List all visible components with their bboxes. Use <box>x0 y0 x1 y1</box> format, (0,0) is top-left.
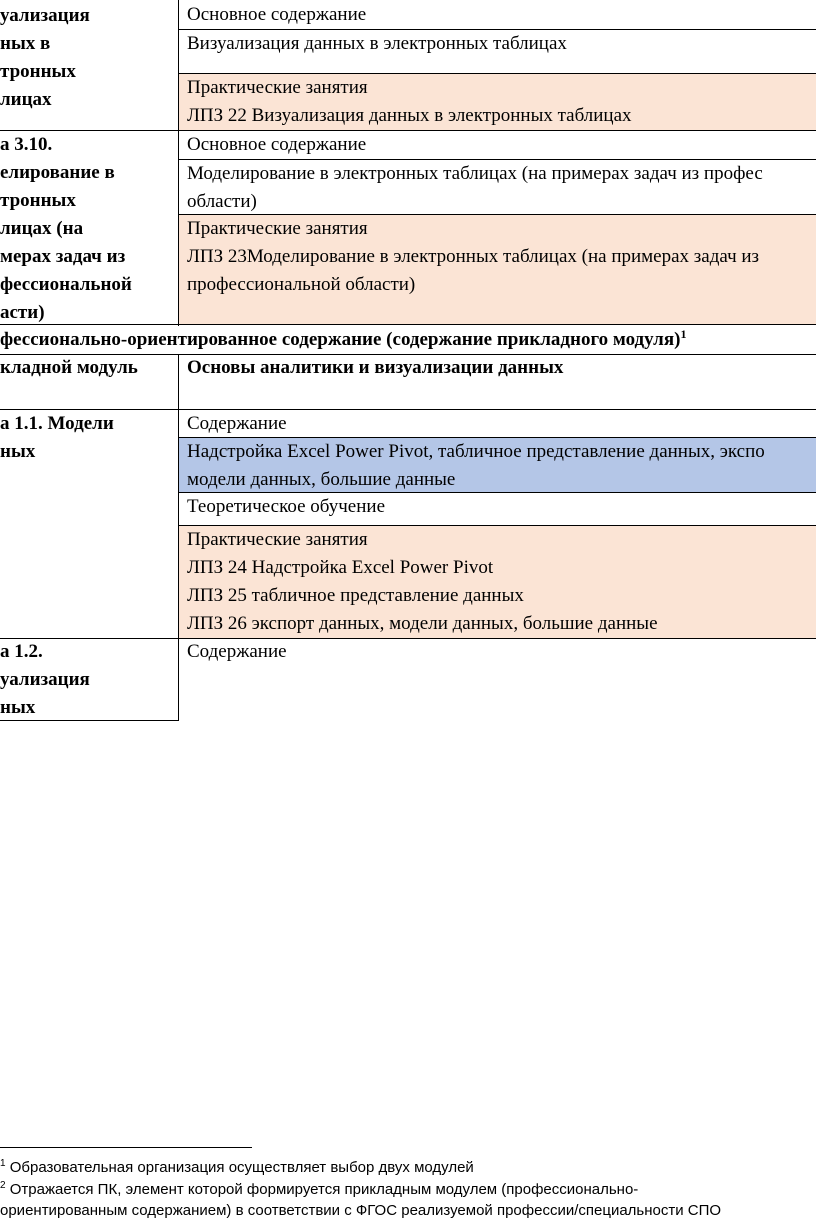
table-border <box>179 437 816 438</box>
module-label: кладной модуль <box>0 357 138 378</box>
topic-1-1-theory: Теоретическое обучение <box>187 496 385 517</box>
table-border <box>179 159 816 160</box>
topic-1-2-title: а 1.2. уализация ных <box>0 641 90 718</box>
footnote-separator <box>0 1147 252 1148</box>
row2-description: Моделирование в электронных таблицах (на примерах задач из профес области) <box>187 163 763 212</box>
table-border <box>0 324 816 325</box>
topic-1-1-highlight: Надстройка Excel Power Pivot, табличное представление данных, экспо модели данных, большие данные <box>179 438 816 492</box>
topic-1-2-content-label: Содержание <box>187 641 287 662</box>
table-border <box>179 73 816 74</box>
topic-3-10-title: а 3.10. елирование в тронных лицах (на мерах задач из фессиональной асти) <box>0 134 132 323</box>
row2-main-content: Основное содержание <box>187 134 367 155</box>
table-border <box>0 638 816 639</box>
row1-practice: Практические занятия ЛПЗ 22 Визуализация данных в электронных таблицах <box>179 74 816 130</box>
topic-1-1-content-label: Содержание <box>187 413 287 434</box>
table-border <box>179 525 816 526</box>
table-border <box>179 214 816 215</box>
table-border <box>0 720 179 721</box>
table-border <box>0 354 816 355</box>
footnote-1: $^1$ Образовательная организация осуществляет выбор двух модулей <box>0 1158 474 1176</box>
topic-1-1-practice: Практические занятия ЛПЗ 24 Надстройка Excel Power Pivot ЛПЗ 25 табличное представление данных ЛПЗ 26 экспорт данных, модели данных, большие данные <box>179 526 816 638</box>
topic-3-9-title: уализация ных в тронных лицах <box>0 5 90 110</box>
table-border <box>0 409 816 410</box>
row1-main-content: Основное содержание <box>187 4 367 25</box>
section-heading: фессионально-ориентированное содержание (содержание прикладного модуля)$^1$ <box>0 327 687 350</box>
topic-1-1-title: а 1.1. Модели ных <box>0 413 114 462</box>
table-divider-vertical-1 <box>178 0 179 326</box>
table-border <box>179 29 816 30</box>
row1-description: Визуализация данных в электронных таблицах <box>187 33 567 54</box>
footnote-2: $^2$ Отражается ПК, элемент которой формируется прикладным модулем (профессионально- <box>0 1180 639 1198</box>
table-border <box>0 130 816 131</box>
table-border <box>179 492 816 493</box>
footnote-2-continued: ориентированным содержанием) в соответствии с ФГОС реализуемой профессии/специальности СПО <box>0 1202 722 1219</box>
footnote-ref-1: 1 <box>680 327 687 341</box>
module-title: Основы аналитики и визуализации данных <box>187 357 564 378</box>
row2-practice: Практические занятия ЛПЗ 23Моделирование в электронных таблицах (на примерах задач из профессиональной области) <box>179 215 816 324</box>
